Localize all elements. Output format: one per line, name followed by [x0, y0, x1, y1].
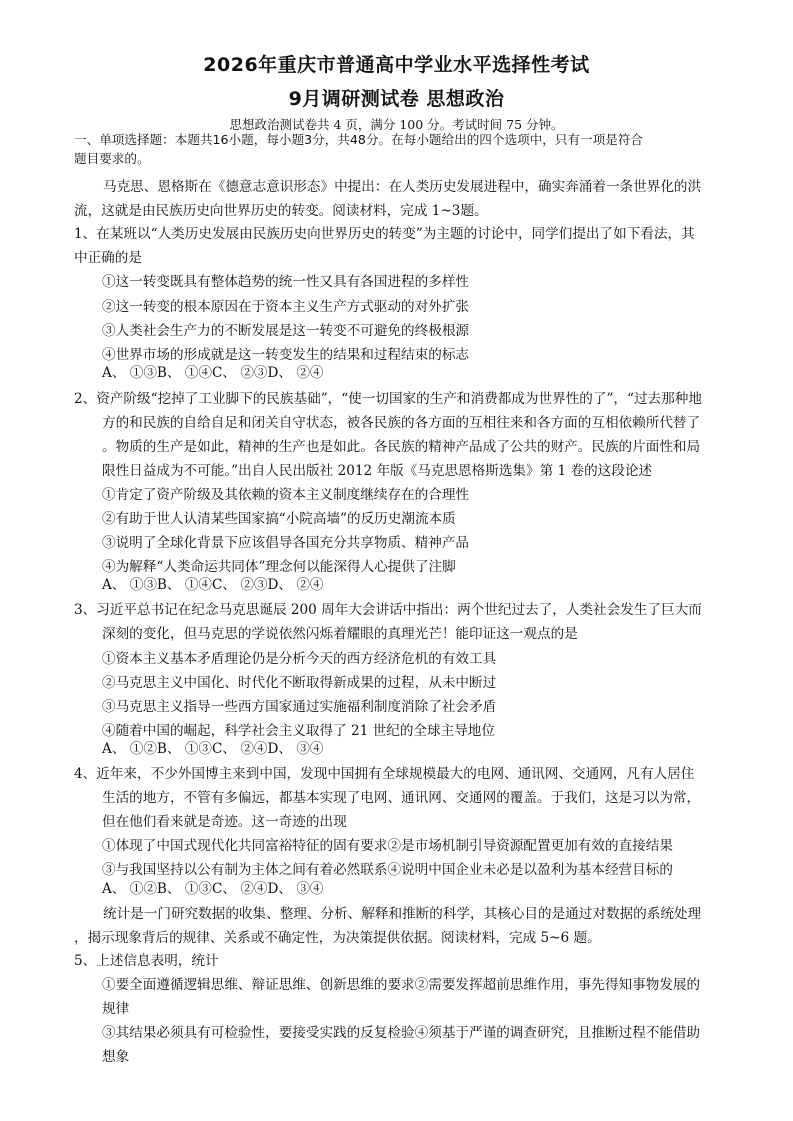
question-1-stem: 1、在某班以“人类历史发展由民族历史向世界历史的转变”为主题的讨论中，同学们提出了如下看法，其 [74, 226, 695, 242]
exam-info: 思想政治测试卷共 4 页，满分 100 分。考试时间 75 分钟。 [229, 117, 564, 132]
question-1-stem: 中正确的是 [74, 250, 142, 266]
question-4-stem: 但在他们看来就是奇迹。这一奇迹的出现 [102, 814, 347, 830]
section-heading-cont: 题目要求的。 [74, 151, 150, 166]
question-3-option: ①资本主义基本矛盾理论仍是分析今天的西方经济危机的有效工具 [102, 651, 497, 667]
question-2-stem: 2、资产阶级“挖掉了工业脚下的民族基础”，“使一切国家的生产和消费都成为世界性的了”，“过去那种地 [74, 391, 702, 407]
question-2-stem: 。物质的生产是如此，精神的生产也是如此。各民族的精神产品成了公共的财产。民族的片面性和局 [102, 439, 701, 455]
question-3-choices: A、 ①②B、 ①③C、 ②④D、 ③④ [102, 741, 324, 757]
question-3-option: ③马克思主义指导一些西方国家通过实施福利制度消除了社会矛盾 [102, 699, 497, 715]
exam-subtitle: 9月调研测试卷 思想政治 [288, 88, 505, 110]
material-1-line: 流，这就是由民族历史向世界历史的转变。阅读材料，完成 1~3题。 [74, 203, 488, 219]
question-5-option: ③其结果必须具有可检验性，要接受实践的反复检验④须基于严谨的调查研究，且推断过程不能借助 [102, 1025, 701, 1041]
material-2-line: 统计是一门研究数据的收集、整理、分析、解释和推断的科学，其核心目的是通过对数据的系统处理 [103, 906, 702, 922]
material-1-line: 马克思、恩格斯在《德意志意识形态》中提出：在人类历史发展进程中，确实奔涌着一条世界化的洪 [103, 179, 702, 195]
question-1-option: ③人类社会生产力的不断发展是这一转变不可避免的终极根源 [102, 323, 470, 339]
question-4-stem: 4、近年来，不少外国博主来到中国，发现中国拥有全球规模最大的电网、通讯网、交通网，凡有人居住 [74, 766, 695, 782]
question-3-stem: 深刻的变化，但马克思的学说依然闪烁着耀眼的真理光芒！能印证这一观点的是 [102, 626, 578, 642]
question-1-option: ①这一转变既具有整体趋势的统一性又具有各国进程的多样性 [102, 274, 470, 290]
question-2-option: ③说明了全球化背景下应该倡导各国充分共享物质、精神产品 [102, 535, 470, 551]
question-5-stem: 5、上述信息表明，统计 [74, 953, 219, 969]
question-2-stem: 方的和民族的自给自足和闭关自守状态，被各民族的各方面的互相往来和各方面的互相依赖所代替了 [102, 415, 701, 431]
question-4-choices: A、 ①②B、 ①③C、 ②④D、 ③④ [102, 881, 324, 897]
question-3-option: ④随着中国的崛起，科学社会主义取得了 21 世纪的全球主导地位 [102, 723, 495, 739]
question-1-option: ④世界市场的形成就是这一转变发生的结果和过程结束的标志 [102, 347, 470, 363]
question-2-option: ④为解释“人类命运共同体”理念何以能深得人心提供了注脚 [102, 559, 456, 575]
question-3-stem: 3、习近平总书记在纪念马克思诞辰 200 周年大会讲话中指出：两个世纪过去了，人类社会发生了巨大而 [74, 602, 702, 618]
question-5-option: ①要全面遵循逻辑思维、辩证思维、创新思维的要求②需要发挥超前思维作用，事先得知事物发展的 [102, 977, 701, 993]
question-1-choices: A、 ①③B、 ①④C、 ②③D、 ②④ [102, 365, 324, 381]
question-4-option: ③与我国坚持以公有制为主体之间有着必然联系④说明中国企业未必是以盈利为基本经营目标的 [102, 862, 673, 878]
question-2-option: ①肯定了资产阶级及其依赖的资本主义制度继续存在的合理性 [102, 487, 470, 503]
question-4-stem: 生活的地方，不管有多偏远，都基本实现了电网、通讯网、交通网的覆盖。于我们，这是习以为常， [102, 790, 701, 806]
section-heading: 一、单项选择题：本题共16小题，每小题3分，共48分。在每小题给出的四个选项中，只有一项是符合 [74, 132, 644, 147]
exam-title: 2026年重庆市普通高中学业水平选择性考试 [203, 54, 590, 76]
question-2-choices: A、 ①③B、 ①④C、 ②③D、 ②④ [102, 577, 324, 593]
question-2-stem: 限性日益成为不可能。”出自人民出版社 2012 年版《马克思恩格斯选集》第 1 卷的这段论述 [102, 463, 653, 479]
question-2-option: ②有助于世人认清某些国家搞“小院高墙”的反历史潮流本质 [102, 511, 456, 527]
question-5-option: 规律 [102, 1001, 130, 1017]
material-2-line: ，揭示现象背后的规律、关系或不确定性，为决策提供依据。阅读材料，完成 5~6 题。 [74, 930, 601, 946]
question-5-option: 想象 [102, 1049, 130, 1065]
question-4-option: ①体现了中国式现代化共同富裕特征的固有要求②是市场机制引导资源配置更加有效的直接结果 [102, 838, 673, 854]
question-3-option: ②马克思主义中国化、时代化不断取得新成果的过程，从未中断过 [102, 675, 497, 691]
question-1-option: ②这一转变的根本原因在于资本主义生产方式驱动的对外扩张 [102, 299, 470, 315]
